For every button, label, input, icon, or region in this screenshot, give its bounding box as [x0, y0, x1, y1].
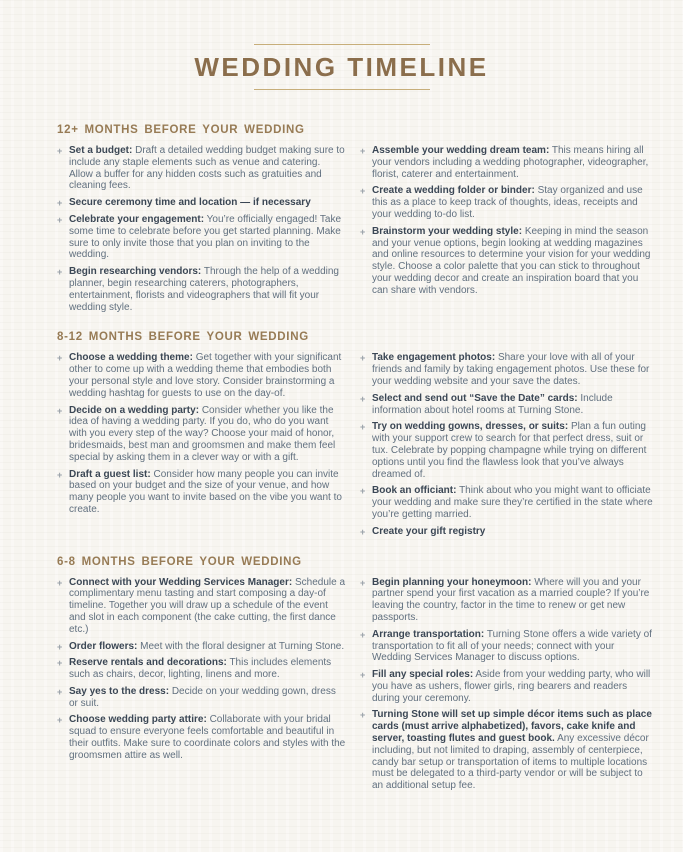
item-text — [69, 266, 346, 313]
item-text — [69, 214, 346, 261]
section-heading: 8-12 MONTHS BEFORE YOUR WEDDING — [57, 331, 309, 344]
plus-bullet-icon: + — [57, 353, 63, 364]
item-body: Share your love with all of your friends and family by taking engagement photos. Use these for your wedding website and your save the dates. — [372, 352, 650, 387]
item-lead: Select and send out “Save the Date” cards: — [372, 392, 578, 404]
timeline-section-2 — [57, 556, 653, 798]
timeline-item — [57, 469, 346, 516]
timeline-item — [360, 421, 653, 480]
item-lead: Turning Stone will set up simple décor items such as place cards (must arrive alphabetized), favors, cake knife and server, toasting flutes and guest book. — [372, 709, 652, 745]
item-lead: Connect with your Wedding Services Manager: — [69, 576, 293, 588]
item-text — [372, 145, 653, 180]
item-text — [372, 669, 653, 704]
timeline-item — [360, 352, 653, 387]
timeline-item — [57, 197, 346, 209]
item-lead: Choose wedding party attire: — [69, 714, 207, 726]
column-right — [360, 145, 653, 302]
timeline-section-0 — [57, 124, 653, 318]
page-header — [0, 44, 683, 90]
plus-bullet-icon: + — [57, 267, 63, 278]
item-text — [372, 421, 653, 480]
timeline-item — [360, 226, 653, 297]
item-lead: Decide on a wedding party: — [69, 404, 200, 416]
item-body: You’re officially engaged! Take some time to celebrate before you get started planning. Make sure to only invite those that you plan on inviting to the wedding. — [69, 213, 342, 261]
timeline-item — [360, 629, 653, 664]
timeline-item — [57, 657, 346, 681]
item-body: Think about who you might want to officiate your wedding and make sure they’re certified in the state where you’re getting married. — [372, 485, 653, 520]
title-top-rule — [254, 44, 430, 45]
item-body: Draft a detailed wedding budget making sure to include any staple elements such as venue and catering. Allow a buffer for any hidden costs such as gratuities and cleaning fees. — [69, 145, 345, 192]
item-text — [69, 714, 346, 761]
timeline-item — [57, 145, 346, 192]
timeline-item — [360, 709, 653, 792]
item-lead: Brainstorm your wedding style: — [372, 225, 523, 237]
item-body: Meet with the floral designer at Turning Stone. — [140, 640, 345, 652]
plus-bullet-icon: + — [360, 353, 366, 364]
plus-bullet-icon: + — [57, 146, 63, 156]
item-lead: Create a wedding folder or binder: — [372, 185, 535, 197]
column-left — [57, 577, 346, 767]
timeline-section-1 — [57, 331, 653, 542]
plus-bullet-icon: + — [360, 226, 366, 237]
timeline-item — [57, 686, 346, 710]
section-columns — [57, 577, 653, 798]
item-lead: Begin researching vendors: — [69, 266, 202, 278]
plus-bullet-icon: + — [360, 670, 366, 681]
column-left — [57, 352, 346, 520]
item-body: Collaborate with your bridal squad to ensure everyone feels comfortable and beautiful in their outfits. Make sure to coordinate colors and styles with the groomsmen attire as well. — [69, 714, 346, 761]
section-heading: 12+ MONTHS BEFORE YOUR WEDDING — [57, 124, 305, 136]
item-text — [69, 197, 346, 209]
timeline-item — [57, 714, 346, 761]
item-body: Plan a fun outing with your support crew to search for that perfect dress, suit or tux. Celebrate by popping champagne while trying on different options until you find the flawless look that you’ve always dreamed of. — [372, 421, 647, 480]
title-bottom-rule — [254, 89, 430, 90]
item-text — [372, 352, 653, 387]
item-body: Decide on your wedding gown, dress or suit. — [69, 685, 336, 709]
plus-bullet-icon: + — [57, 715, 63, 726]
plus-bullet-icon: + — [57, 405, 63, 416]
timeline-sections — [0, 90, 683, 797]
plus-bullet-icon: + — [57, 198, 63, 209]
item-text — [372, 485, 653, 520]
item-text — [372, 577, 653, 624]
item-body: Aside from your wedding party, who will you have as ushers, flower girls, ring bearers and readers during your ceremony. — [372, 669, 651, 704]
item-lead: Book an officiant: — [372, 485, 457, 497]
timeline-item — [360, 145, 653, 180]
item-text — [69, 577, 346, 636]
item-text — [69, 657, 346, 681]
item-lead: Choose a wedding theme: — [69, 352, 193, 364]
item-lead: Begin planning your honeymoon: — [372, 576, 532, 588]
timeline-item — [360, 669, 653, 704]
item-text — [69, 686, 346, 710]
timeline-item — [57, 641, 346, 653]
item-text — [69, 641, 346, 653]
plus-bullet-icon: + — [57, 214, 63, 225]
page-title: WEDDING TIMELINE — [194, 52, 489, 82]
timeline-item — [57, 266, 346, 313]
timeline-item — [360, 526, 653, 538]
item-body: This includes elements such as chairs, decor, lighting, linens and more. — [69, 657, 332, 681]
item-lead: Secure ceremony time and location — if necessary — [69, 197, 311, 209]
timeline-item — [57, 214, 346, 261]
item-text — [372, 629, 653, 664]
item-text — [69, 145, 346, 192]
item-body: Turning Stone offers a wide variety of transportation to fit all of your needs; connect with your Wedding Services Manager to discuss options. — [372, 628, 652, 664]
plus-bullet-icon: + — [57, 658, 63, 669]
item-text — [372, 185, 653, 220]
item-body: Keeping in mind the season and your venue options, begin looking at wedding magazines and online resources to determine your vision for your wedding style. Choose a color palette that you can stick to throughout your wedding decor and create an inspiration board that you can share with vendors. — [372, 225, 651, 296]
timeline-item — [360, 577, 653, 624]
plus-bullet-icon: + — [360, 186, 366, 197]
item-lead: Set a budget: — [69, 145, 133, 156]
item-body: Get together with your significant other to come up with a wedding theme that embodies both your personal style and love story. Consider brainstorming a wedding hashtag for guests to use on the day-of. — [69, 352, 342, 399]
timeline-item — [360, 185, 653, 220]
timeline-item — [360, 393, 653, 417]
item-lead: Take engagement photos: — [372, 352, 496, 364]
item-text — [372, 393, 653, 417]
item-lead: Say yes to the dress: — [69, 685, 170, 697]
item-text — [372, 526, 653, 538]
column-right — [360, 352, 653, 542]
item-body: Stay organized and use this as a place to keep track of thoughts, ideas, receipts and your wedding to-do list. — [372, 185, 643, 220]
item-body: Schedule a complimentary menu tasting and start composing a day-of timeline. Together you will draw up a schedule of the event and slot in each component (the cake cutting, the first dance etc.) — [69, 576, 346, 635]
section-columns — [57, 352, 653, 542]
plus-bullet-icon: + — [360, 577, 366, 588]
plus-bullet-icon: + — [360, 146, 366, 156]
item-lead: Celebrate your engagement: — [69, 213, 205, 225]
item-body: Consider how many people you can invite based on your budget and the size of your venue, and how many people you want to invite based on the vibe you want to create. — [69, 468, 342, 515]
plus-bullet-icon: + — [57, 469, 63, 480]
column-right — [360, 577, 653, 798]
column-left — [57, 145, 346, 318]
section-heading: 6-8 MONTHS BEFORE YOUR WEDDING — [57, 555, 302, 568]
item-lead: Fill any special roles: — [372, 669, 474, 681]
plus-bullet-icon: + — [360, 710, 366, 721]
timeline-item — [57, 405, 346, 464]
timeline-item — [360, 485, 653, 520]
item-body: Include information about hotel rooms at Turning Stone. — [372, 392, 613, 416]
section-columns — [57, 145, 653, 318]
plus-bullet-icon: + — [57, 641, 63, 652]
plus-bullet-icon: + — [360, 526, 366, 537]
item-text — [69, 352, 346, 399]
item-text — [69, 469, 346, 516]
item-text — [372, 709, 653, 792]
item-text — [69, 405, 346, 464]
plus-bullet-icon: + — [360, 393, 366, 404]
plus-bullet-icon: + — [57, 577, 63, 588]
item-lead: Reserve rentals and decorations: — [69, 657, 227, 669]
item-lead: Order flowers: — [69, 640, 138, 652]
item-body: Through the help of a wedding planner, begin researching caterers, photographers, entertainment, florists and videographers that will fit your wedding style. — [69, 266, 339, 313]
item-body: Where will you and your partner spend your first vacation as a married couple? If you’re leaving the country, factor in the time to renew or get new passports. — [372, 576, 650, 623]
item-text — [372, 226, 653, 297]
item-lead: Try on wedding gowns, dresses, or suits: — [372, 421, 569, 433]
plus-bullet-icon: + — [360, 422, 366, 433]
item-lead: Draft a guest list: — [69, 468, 151, 480]
plus-bullet-icon: + — [360, 629, 366, 640]
timeline-item — [57, 577, 346, 636]
item-body: Consider whether you like the idea of having a wedding party. If you do, who do you want with you every step of the way? Choose your maid of honor, bridesmaids, best man and groomsmen and make them feel special by asking them in a clever way or with a gift. — [69, 404, 336, 463]
item-body: Any excessive décor including, but not limited to draping, assembly of centerpiece, candy bar setup or transportation of items to multiple locations must be delegated to a third-party vendor or will be subject to an additional setup fee. — [372, 733, 649, 792]
plus-bullet-icon: + — [360, 486, 366, 497]
plus-bullet-icon: + — [57, 686, 63, 697]
item-lead: Create your gift registry — [372, 525, 486, 537]
item-body: This means hiring all your vendors including a wedding photographer, videographer, florist, caterer and entertainment. — [372, 145, 649, 180]
item-lead: Assemble your wedding dream team: — [372, 145, 550, 156]
timeline-item — [57, 352, 346, 399]
item-lead: Arrange transportation: — [372, 628, 485, 640]
